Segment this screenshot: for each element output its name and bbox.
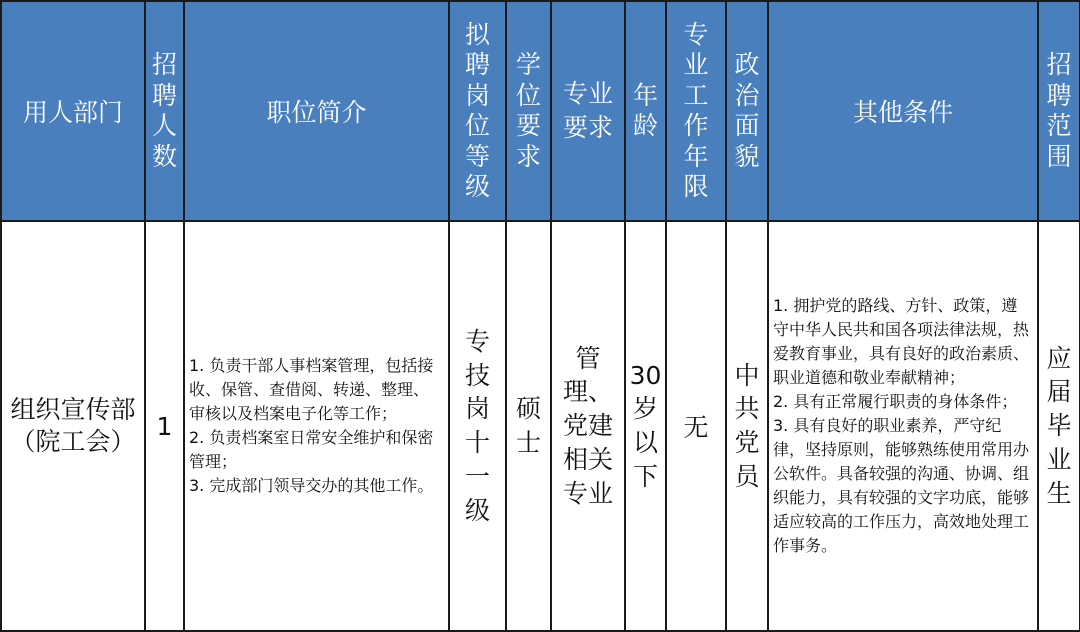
header-major: 专业要求 — [551, 1, 625, 221]
header-grade: 拟聘岗位等级 — [449, 1, 506, 221]
header-other: 其他条件 — [768, 1, 1038, 221]
cell-major: 管理、党建相关专业 — [551, 221, 625, 631]
cell-age: 30岁以下 — [625, 221, 666, 631]
cell-duty: 1. 负责干部人事档案管理，包括接收、保管、查借阅、转递、整理、审核以及档案电子化等工作； 2. 负责档案室日常安全维护和保密管理； 3. 完成部门领导交办的其他工作。 — [184, 221, 449, 631]
cell-other: 1. 拥护党的路线、方针、政策，遵守中华人民共和国各项法律法规，热爱教育事业，具有良好的政治素质、职业道德和敬业奉献精神； 2. 具有正常履行职责的身体条件； 3. 具有良好的职业素养，严守纪律，坚持原则，能够熟练使用常用办公软件。具备较强的沟通、协调、组织能力，具有较强的文字功底，能够适应较高的工作压力，高效地处理工作事务。 — [768, 221, 1038, 631]
cell-scope: 应届毕业生 — [1038, 221, 1080, 631]
header-age: 年龄 — [625, 1, 666, 221]
header-degree: 学位要求 — [506, 1, 551, 221]
header-politics: 政治面貌 — [726, 1, 768, 221]
header-row — [1, 1, 1080, 221]
cell-degree: 硕士 — [506, 221, 551, 631]
header-dept: 用人部门 — [1, 1, 145, 221]
cell-politics: 中共党员 — [726, 221, 768, 631]
header-scope: 招聘范围 — [1038, 1, 1080, 221]
header-years: 专业工作年限 — [666, 1, 726, 221]
cell-years: 无 — [666, 221, 726, 631]
header-duty: 职位简介 — [184, 1, 449, 221]
header-count: 招聘人数 — [145, 1, 184, 221]
cell-dept: 组织宣传部（院工会） — [1, 221, 145, 631]
cell-grade: 专技岗十一级 — [449, 221, 506, 631]
table-row — [1, 221, 1080, 631]
cell-count: 1 — [145, 221, 184, 631]
